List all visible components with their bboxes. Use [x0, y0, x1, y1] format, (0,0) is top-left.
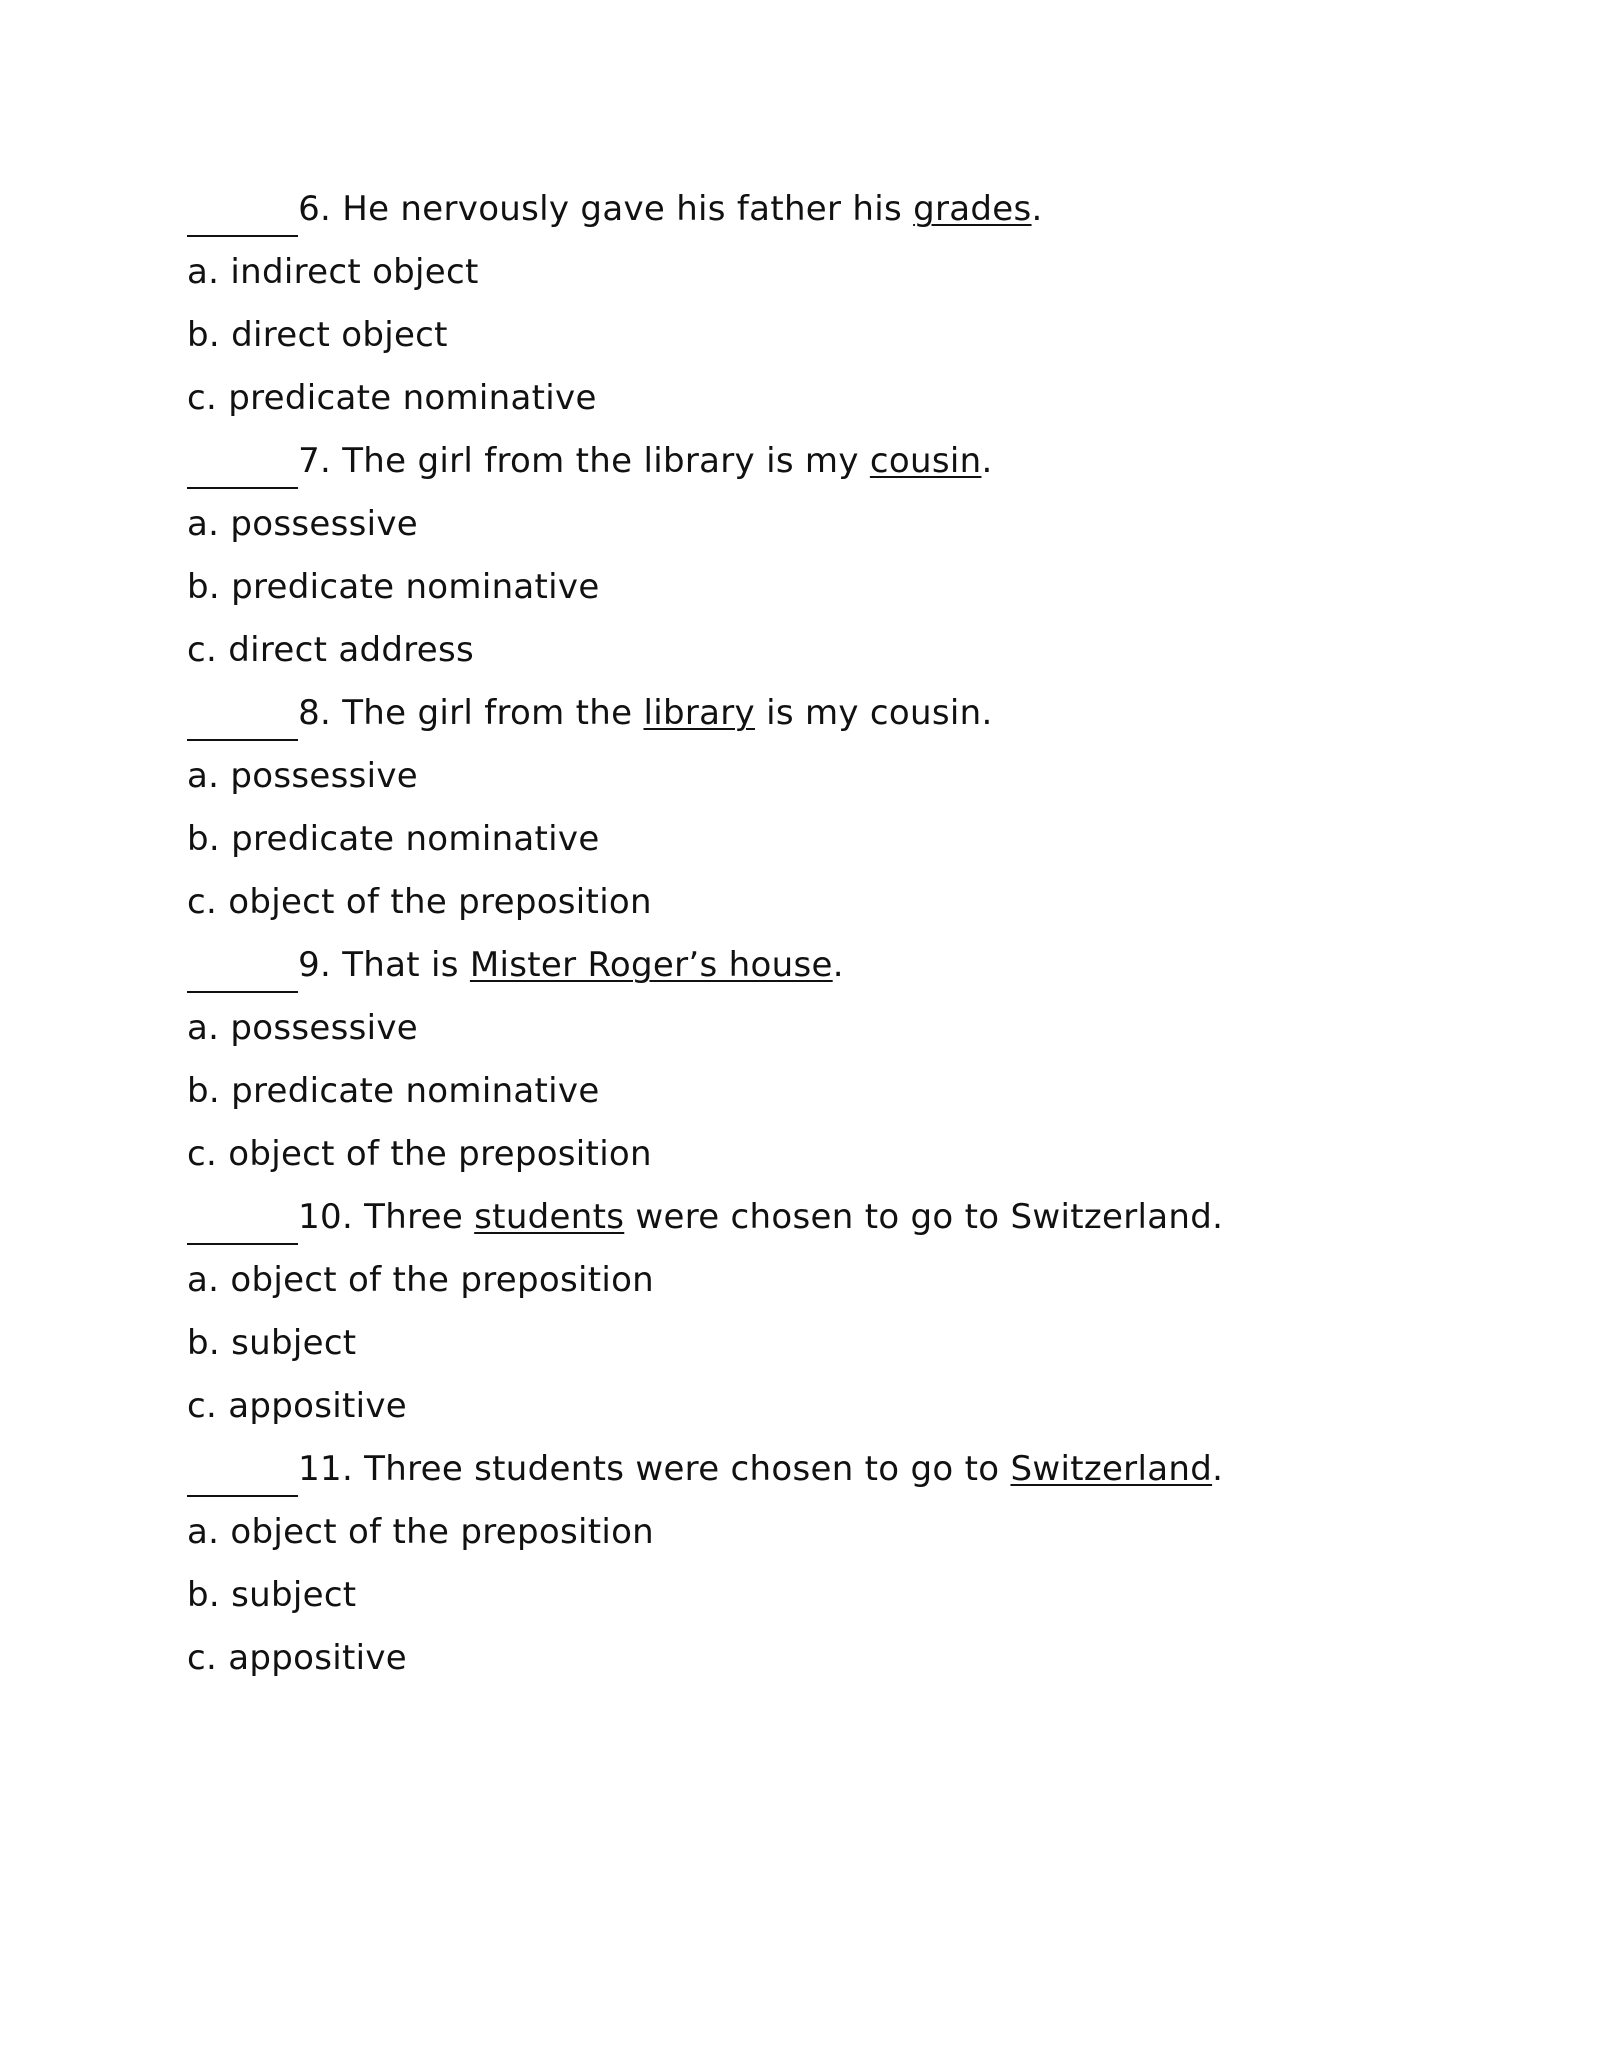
- option-text: possessive: [230, 1008, 419, 1048]
- option-text: subject: [231, 1575, 357, 1615]
- option-b: [187, 1065, 1487, 1128]
- sentence-before: Three: [364, 1197, 475, 1237]
- option-text: predicate nominative: [231, 819, 600, 859]
- question-stem: [187, 939, 1487, 1002]
- option-text: appositive: [228, 1386, 407, 1426]
- sentence-after: .: [832, 945, 844, 985]
- option-a: [187, 1002, 1487, 1065]
- question-stem: [187, 1443, 1487, 1506]
- answer-blank: [187, 435, 298, 489]
- underlined-word: students: [474, 1197, 625, 1237]
- option-letter: b.: [187, 1071, 220, 1111]
- option-letter: c.: [187, 630, 218, 670]
- question-number: 9.: [298, 945, 332, 985]
- question-stem: [187, 1191, 1487, 1254]
- option-letter: c.: [187, 378, 218, 418]
- option-c: [187, 624, 1487, 687]
- sentence-after: .: [1212, 1449, 1224, 1489]
- option-a: [187, 750, 1487, 813]
- option-letter: a.: [187, 1008, 220, 1048]
- option-text: predicate nominative: [231, 1071, 600, 1111]
- worksheet-page: [187, 183, 1487, 1695]
- answer-blank: [187, 1191, 298, 1245]
- underlined-word: library: [643, 693, 755, 733]
- option-letter: c.: [187, 882, 218, 922]
- sentence-after: were chosen to go to Switzerland.: [624, 1197, 1224, 1237]
- option-c: [187, 1380, 1487, 1443]
- option-text: object of the preposition: [228, 1134, 652, 1174]
- option-b: [187, 1317, 1487, 1380]
- question-stem: [187, 183, 1487, 246]
- question-8: [187, 687, 1487, 939]
- sentence-before: The girl from the library is my: [342, 441, 870, 481]
- sentence-after: .: [1031, 189, 1043, 229]
- answer-blank: [187, 1443, 298, 1497]
- question-stem: [187, 687, 1487, 750]
- option-a: [187, 1254, 1487, 1317]
- sentence-after: .: [981, 441, 993, 481]
- answer-blank: [187, 939, 298, 993]
- option-text: subject: [231, 1323, 357, 1363]
- option-letter: b.: [187, 1323, 220, 1363]
- question-11: [187, 1443, 1487, 1695]
- option-b: [187, 1569, 1487, 1632]
- option-text: possessive: [230, 756, 419, 796]
- option-a: [187, 1506, 1487, 1569]
- question-number: 11.: [298, 1449, 354, 1489]
- option-letter: c.: [187, 1638, 218, 1678]
- option-b: [187, 561, 1487, 624]
- underlined-word: grades: [913, 189, 1032, 229]
- question-10: [187, 1191, 1487, 1443]
- option-letter: b.: [187, 567, 220, 607]
- question-number: 6.: [298, 189, 332, 229]
- option-letter: b.: [187, 1575, 220, 1615]
- option-letter: b.: [187, 315, 220, 355]
- option-letter: a.: [187, 1260, 220, 1300]
- option-text: appositive: [228, 1638, 407, 1678]
- option-text: direct object: [231, 315, 448, 355]
- option-a: [187, 246, 1487, 309]
- option-a: [187, 498, 1487, 561]
- option-letter: a.: [187, 1512, 220, 1552]
- sentence-before: The girl from the: [342, 693, 644, 733]
- option-b: [187, 309, 1487, 372]
- option-letter: a.: [187, 756, 220, 796]
- underlined-word: Switzerland: [1010, 1449, 1213, 1489]
- option-text: object of the preposition: [230, 1260, 655, 1300]
- sentence-before: Three students were chosen to go to: [364, 1449, 1011, 1489]
- question-number: 10.: [298, 1197, 354, 1237]
- option-letter: c.: [187, 1386, 218, 1426]
- option-text: object of the preposition: [230, 1512, 655, 1552]
- question-number: 8.: [298, 693, 332, 733]
- option-c: [187, 372, 1487, 435]
- option-text: predicate nominative: [231, 567, 600, 607]
- underlined-word: Mister Roger’s house: [469, 945, 833, 985]
- answer-blank: [187, 687, 298, 741]
- sentence-before: That is: [342, 945, 470, 985]
- sentence-after: is my cousin.: [754, 693, 993, 733]
- option-letter: a.: [187, 504, 220, 544]
- underlined-word: cousin: [869, 441, 982, 481]
- option-c: [187, 1632, 1487, 1695]
- question-7: [187, 435, 1487, 687]
- option-letter: c.: [187, 1134, 218, 1174]
- option-b: [187, 813, 1487, 876]
- option-letter: b.: [187, 819, 220, 859]
- answer-blank: [187, 183, 298, 237]
- option-text: direct address: [228, 630, 475, 670]
- sentence-before: He nervously gave his father his: [342, 189, 914, 229]
- option-c: [187, 1128, 1487, 1191]
- question-stem: [187, 435, 1487, 498]
- option-text: indirect object: [230, 252, 479, 292]
- question-6: [187, 183, 1487, 435]
- question-number: 7.: [298, 441, 332, 481]
- option-letter: a.: [187, 252, 220, 292]
- option-text: possessive: [230, 504, 419, 544]
- question-9: [187, 939, 1487, 1191]
- option-text: predicate nominative: [228, 378, 597, 418]
- option-c: [187, 876, 1487, 939]
- option-text: object of the preposition: [228, 882, 652, 922]
